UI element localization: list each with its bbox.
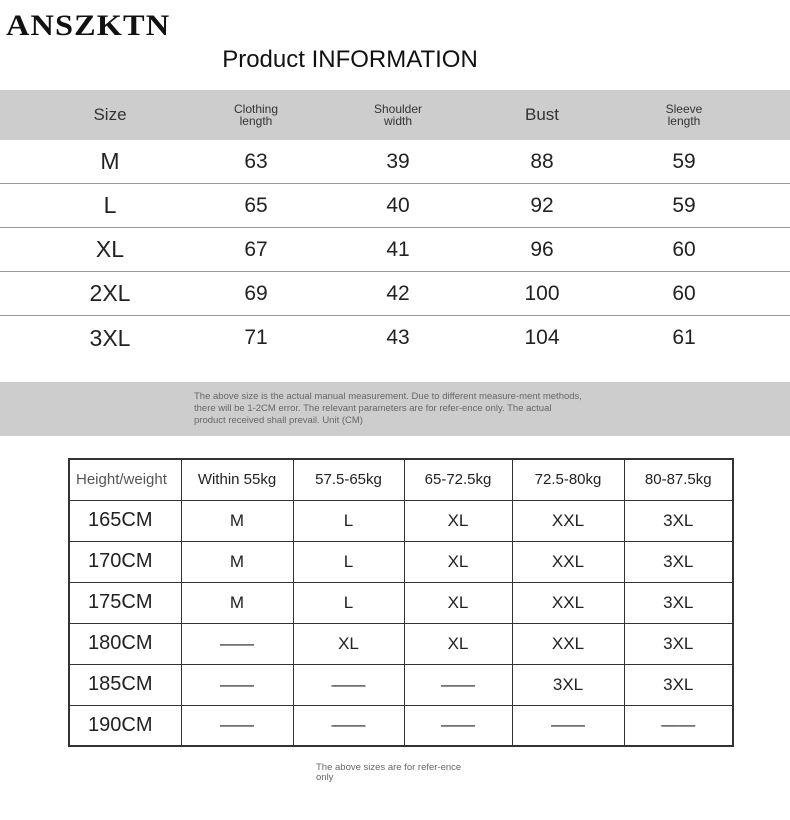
sleeve-length-cell: 60 [672,237,696,261]
recommended-size-cell: 3XL [624,500,733,541]
reference-note: The above sizes are for refer-ence only [316,762,462,783]
recommended-size-cell: XL [404,582,512,623]
clothing-length-cell: 67 [244,237,268,261]
recommended-size-cell: XXL [512,623,624,664]
bust-cell: 104 [524,326,560,349]
sleeve-length-cell: 60 [672,281,696,305]
recommended-size-cell: —— [293,664,404,705]
recommended-size-cell: 3XL [624,541,733,582]
header-size: Size [93,105,127,124]
weight-range-header: 80-87.5kg [624,459,733,500]
table-row [69,582,733,623]
recommended-size-cell: 3XL [624,664,733,705]
recommended-size-cell: —— [512,705,624,746]
shoulder-width-cell: 43 [386,326,410,349]
recommended-size-cell: L [293,500,404,541]
height-cell: 175CM [69,582,181,623]
size-row [0,316,790,360]
height-cell: 190CM [69,705,181,746]
recommended-size-cell: 3XL [624,582,733,623]
size-cell: M [100,148,120,174]
weight-range-header: Within 55kg [181,459,293,500]
recommended-size-cell: 3XL [624,623,733,664]
clothing-length-cell: 69 [244,281,268,305]
recommended-size-cell: XXL [512,582,624,623]
size-cell: 2XL [89,280,131,306]
size-row [0,140,790,184]
sleeve-length-cell: 59 [672,149,696,173]
recommended-size-cell: XL [404,541,512,582]
height-weight-header: Height/weight [69,459,181,500]
header-shoulder-width: Shoulder width [373,102,423,128]
recommended-size-cell: M [181,500,293,541]
clothing-length-cell: 65 [244,193,268,217]
brand-logo: ANSZKTN [6,9,171,42]
header-clothing-length: Clothing length [233,102,279,128]
recommended-size-cell: XL [293,623,404,664]
recommended-size-cell: XXL [512,541,624,582]
bust-cell: 96 [530,237,554,261]
weight-range-header: 72.5-80kg [512,459,624,500]
shoulder-width-cell: 42 [386,281,410,305]
recommended-size-cell: XXL [512,500,624,541]
recommended-size-cell: —— [293,705,404,746]
header-sleeve-length: Sleeve length [665,102,703,128]
table-row [69,500,733,541]
shoulder-width-cell: 39 [386,149,410,173]
size-table-header [0,90,790,140]
sleeve-length-cell: 61 [672,326,696,349]
table-row [69,664,733,705]
clothing-length-cell: 71 [244,326,268,349]
recommended-size-cell: L [293,582,404,623]
measurement-note-band [0,382,790,436]
size-row [0,184,790,228]
recommended-size-cell: —— [404,664,512,705]
recommended-size-cell: —— [181,623,293,664]
height-cell: 165CM [69,500,181,541]
clothing-length-cell: 63 [244,149,268,173]
size-cell: XL [95,236,125,262]
table-row [69,541,733,582]
height-cell: 185CM [69,664,181,705]
recommended-size-cell: M [181,541,293,582]
size-row [0,272,790,316]
sleeve-length-cell: 59 [672,193,696,217]
recommended-size-cell: —— [181,705,293,746]
size-cell: L [103,192,117,218]
size-cell: 3XL [89,324,131,351]
height-cell: 170CM [69,541,181,582]
header-bust: Bust [524,105,560,124]
recommended-size-cell: 3XL [512,664,624,705]
recommended-size-cell: —— [624,705,733,746]
recommended-size-cell: —— [404,705,512,746]
shoulder-width-cell: 41 [386,237,410,261]
size-row [0,228,790,272]
measurement-note: The above size is the actual manual measurement. Due to different measure-ment methods, there will be 1-2CM error. The relevant parameters are for refer-ence only. The actual product received shall prevail. Unit (CM) [194,391,582,426]
recommended-size-cell: L [293,541,404,582]
recommended-size-cell: M [181,582,293,623]
weight-range-header: 65-72.5kg [404,459,512,500]
table-row [69,705,733,746]
recommended-size-cell: XL [404,500,512,541]
bust-cell: 92 [530,193,554,217]
bust-cell: 100 [524,281,560,305]
bust-cell: 88 [530,149,554,173]
weight-range-header: 57.5-65kg [293,459,404,500]
recommended-size-cell: —— [181,664,293,705]
page-title: Product INFORMATION [222,46,478,73]
size-recommendation-table [68,458,734,747]
recommended-size-cell: XL [404,623,512,664]
table-header-row [69,459,733,500]
table-row [69,623,733,664]
shoulder-width-cell: 40 [386,193,410,217]
height-cell: 180CM [69,623,181,664]
